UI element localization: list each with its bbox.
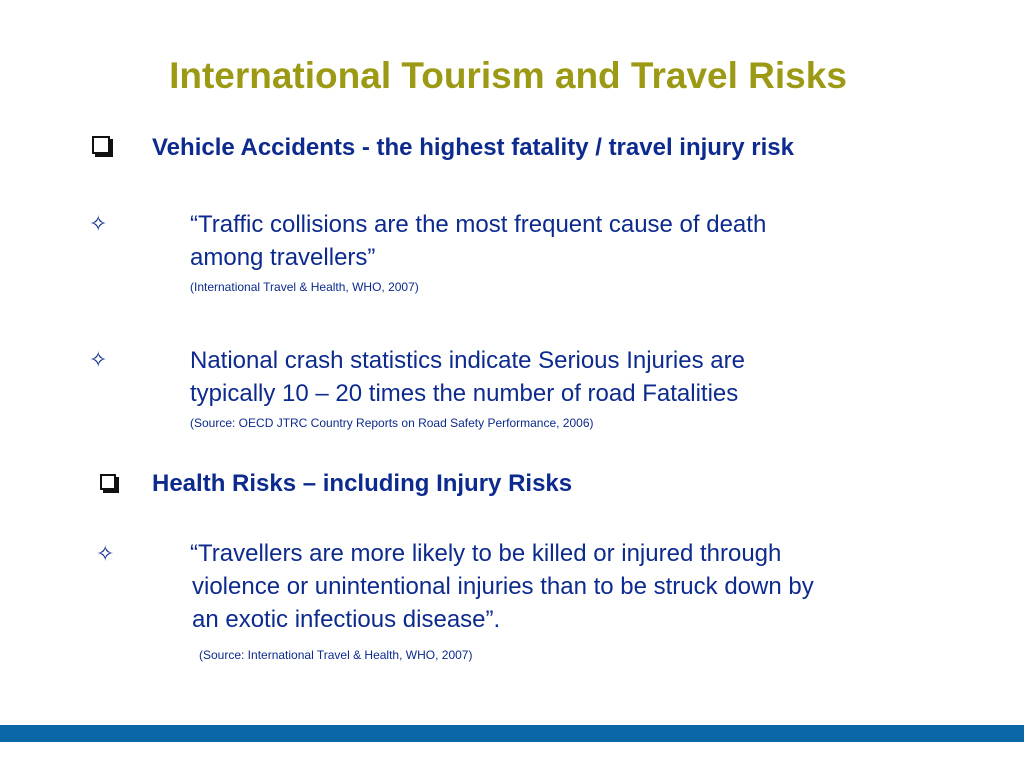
bullet-line: “Traffic collisions are the most frequent cause of death (190, 211, 767, 238)
checkbox-square-icon (100, 474, 116, 490)
bullet-line: violence or unintentional injuries than to be struck down by (192, 573, 814, 600)
footer-bar (0, 725, 1024, 742)
checkbox-square-icon (92, 136, 110, 154)
bullet-line: an exotic infectious disease”. (192, 606, 501, 633)
star-bullet-icon: ✧ (96, 542, 115, 567)
bullet-source: (Source: International Travel & Health, WHO, 2007) (199, 648, 473, 662)
star-bullet-icon: ✧ (89, 348, 108, 373)
bullet-source: (International Travel & Health, WHO, 2007) (190, 280, 419, 294)
section-heading-health-risks: Health Risks – including Injury Risks (152, 470, 573, 497)
slide-title: International Tourism and Travel Risks (169, 55, 847, 96)
bullet-line: typically 10 – 20 times the number of road Fatalities (190, 380, 739, 407)
bullet-line: National crash statistics indicate Serious Injuries are (190, 347, 745, 374)
bullet-source: (Source: OECD JTRC Country Reports on Road Safety Performance, 2006) (190, 416, 594, 430)
section-heading-vehicle-accidents: Vehicle Accidents - the highest fatality / travel injury risk (152, 134, 794, 161)
bullet-line: “Travellers are more likely to be killed or injured through (190, 540, 782, 567)
star-bullet-icon: ✧ (89, 212, 108, 237)
bullet-line: among travellers” (190, 244, 376, 271)
